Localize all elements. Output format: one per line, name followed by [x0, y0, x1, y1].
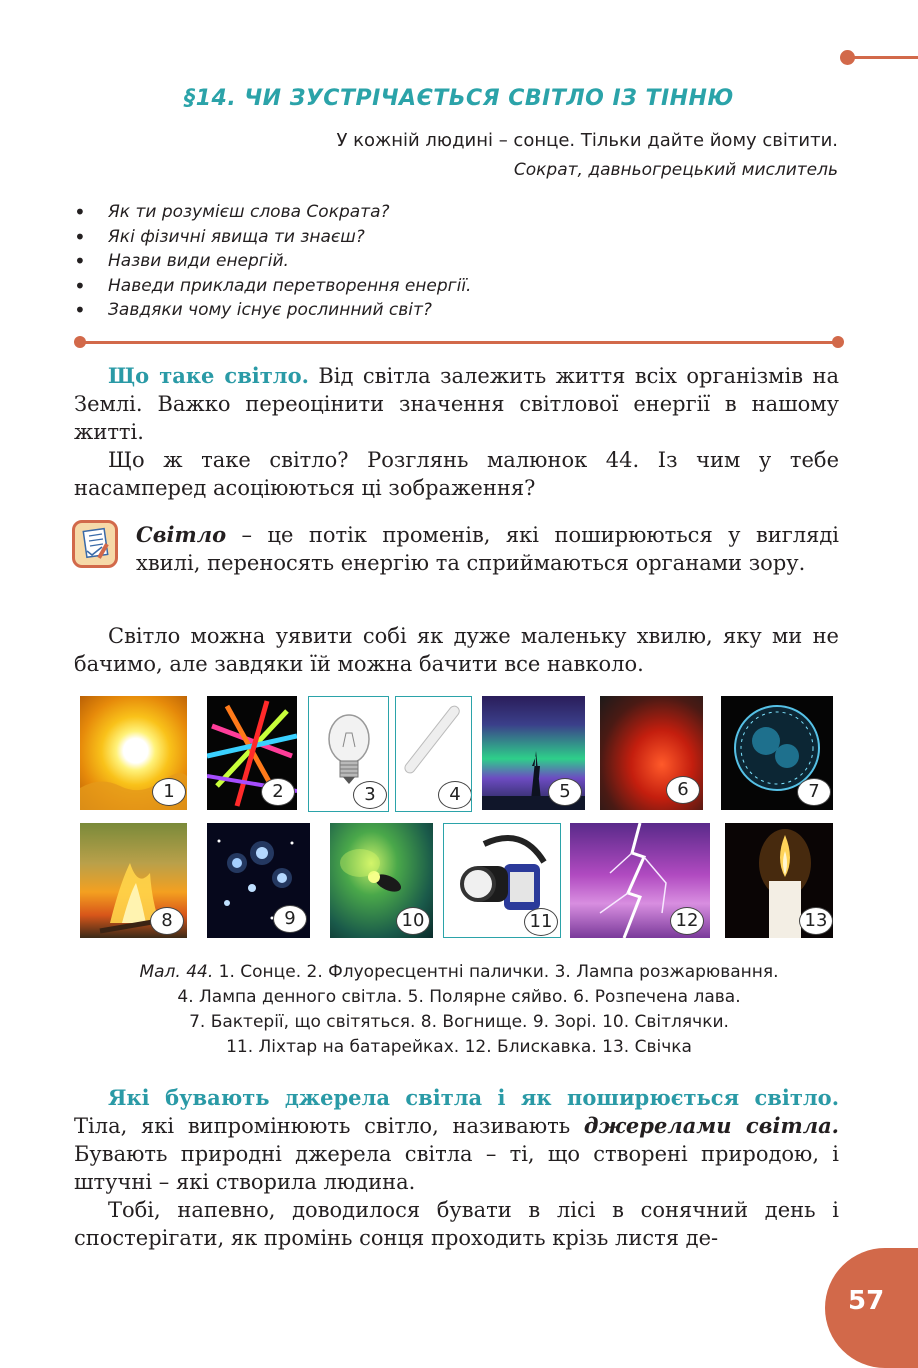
separator-line: [80, 341, 838, 344]
definition-term: Світло: [136, 522, 227, 547]
paragraph-forest: Тобі, напевно, доводилося бувати в лісі в сонячний день і спостерігати, як промінь сонця проходить крізь листя де-: [74, 1198, 839, 1250]
term-light-sources: джерелами світла.: [583, 1113, 839, 1138]
caption-line: 7. Бактерії, що світяться. 8. Вогнище. 9. Зорі. 10. Світлячки.: [189, 1012, 729, 1032]
flashlight-photo: [443, 823, 561, 938]
subheading-what-is-light: Що таке світло.: [108, 363, 309, 388]
figure-number: 13: [799, 907, 833, 935]
paragraph-text: Від світла залежить життя всіх організмів на Землі. Важко переоцінити значення світлової енергії в нашому житті.: [74, 364, 839, 444]
paragraph-question: Що ж таке світло? Розглянь малюнок 44. Із чим у тебе насамперед асоціюються ці зображення?: [74, 448, 839, 500]
subheading-light-sources: Які бувають джерела світла і як поширюється світло.: [108, 1085, 839, 1110]
epigraph-author: Сократ, давньогрецький мислитель: [513, 160, 838, 180]
question-list: [74, 200, 471, 323]
page-number: 57: [848, 1286, 885, 1316]
question-item: • Назви види енергій.: [74, 249, 471, 274]
aurora-photo: [482, 696, 585, 810]
question-item: • Як ти розумієш слова Сократа?: [74, 200, 471, 225]
caption-label: Мал. 44.: [139, 962, 214, 982]
notebook-icon: [72, 520, 118, 568]
section-title: §14. ЧИ ЗУСТРІЧАЄТЬСЯ СВІТЛО ІЗ ТІННЮ: [184, 86, 734, 111]
top-decor-line: [852, 56, 918, 59]
paragraph-text: Бувають природні джерела світла – ті, що створені природою, і штучні – які створила людина.: [74, 1142, 839, 1194]
sun-photo: [80, 696, 187, 810]
figure-number: 11: [524, 908, 558, 936]
incandescent-lamp-photo: [308, 696, 389, 812]
campfire-photo: [80, 823, 187, 938]
stars-photo: [207, 823, 310, 938]
daylight-lamp-photo: [395, 696, 472, 812]
figure-number: 5: [548, 778, 582, 806]
figure-number: 2: [261, 778, 295, 806]
paragraph-text: Тіла, які випромінюють світло, називають: [74, 1114, 584, 1138]
figure-number: 12: [670, 907, 704, 935]
question-item: • Завдяки чому існує рослинний світ?: [74, 298, 471, 323]
fireflies-photo: [330, 823, 433, 938]
figure-number: 3: [353, 781, 387, 809]
definition-block: [136, 521, 839, 577]
figure-number: 7: [797, 778, 831, 806]
figure-number: 8: [150, 907, 184, 935]
top-decor-dot: [840, 50, 855, 65]
figure-number: 9: [273, 905, 307, 933]
glowsticks-photo: [207, 696, 297, 810]
lava-photo: [600, 696, 703, 810]
figure-number: 4: [438, 781, 472, 809]
definition-text: – це потік променів, які поширюються у вигляді хвилі, переносять енергію та сприймаються органами зору.: [136, 523, 839, 575]
caption-line: 11. Ліхтар на батарейках. 12. Блискавка. 13. Свічка: [226, 1037, 692, 1057]
figure-caption: [60, 960, 858, 1060]
separator-dot-right: [832, 336, 844, 348]
question-item: • Які фізичні явища ти знаєш?: [74, 225, 471, 250]
figure-number: 1: [152, 778, 186, 806]
separator-dot-left: [74, 336, 86, 348]
lightning-photo: [570, 823, 710, 938]
paragraph-wave: Світло можна уявити собі як дуже маленьку хвилю, яку ми не бачимо, але завдяки їй можна бачити все навколо.: [74, 624, 839, 676]
candle-photo: [725, 823, 833, 938]
figure-number: 6: [666, 776, 700, 804]
caption-text: 1. Сонце. 2. Флуоресцентні палички. 3. Лампа розжарювання.: [213, 962, 779, 982]
paragraph-what-is-light: [74, 362, 839, 446]
bacteria-photo: [721, 696, 833, 810]
question-item: • Наведи приклади перетворення енергії.: [74, 274, 471, 299]
caption-line: 4. Лампа денного світла. 5. Полярне сяйво. 6. Розпечена лава.: [177, 987, 741, 1007]
caption-line: [60, 960, 858, 985]
figure-number: 10: [396, 907, 430, 935]
epigraph-quote: У кожній людині – сонце. Тільки дайте йому світити.: [336, 130, 838, 151]
paragraph-light-sources: [74, 1084, 839, 1196]
